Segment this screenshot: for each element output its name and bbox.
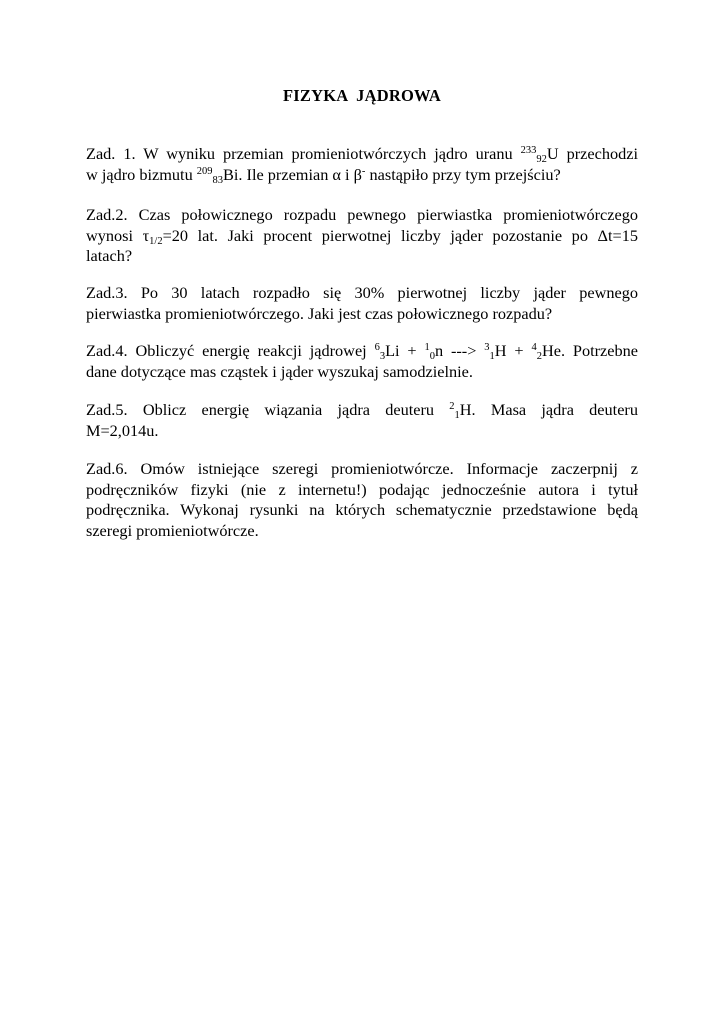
task-1-text-b: U przechodzi — [546, 144, 638, 163]
task-2-line-2 — [86, 226, 638, 247]
task-3-line-2: pierwiastka promieniotwórczego. Jaki jest czas połowicznego rozpadu? — [86, 303, 553, 323]
task-4-line-2: dane dotyczące mas cząstek i jąder wyszukaj samodzielnie. — [86, 361, 473, 381]
task-5-text-b: H. Masa jądra deuteru — [459, 400, 638, 419]
task-6-line-2: podręczników fizyki (nie z internetu!) podając jednocześnie autora i tytuł — [86, 479, 638, 499]
task-6-line-1: Zad.6. Omów istniejące szeregi promieniotwórcze. Informacje zaczerpnij z — [86, 459, 638, 478]
uranium-atomic-number: 92 — [536, 154, 547, 165]
task-4-line-1 — [86, 341, 638, 362]
lithium-atomic-number: 3 — [379, 351, 386, 362]
lithium-mass-number: 6 — [374, 342, 380, 353]
page-title: FIZYKA JĄDROWA — [283, 86, 441, 105]
task-1-text-d: Bi. Ile przemian α i β — [223, 164, 362, 184]
task-4-text-a: Zad.4. Obliczyć energię reakcji jądrowej — [86, 341, 375, 360]
task-2-line-3: latach? — [86, 246, 133, 265]
task-1-text-a: Zad. 1. W wyniku przemian promieniotwórczych jądro uranu — [86, 144, 521, 163]
task-5-text-a: Zad.5. Oblicz energię wiązania jądra deuteru — [86, 400, 450, 419]
task-2 — [86, 205, 638, 267]
task-5-line-1 — [86, 400, 638, 421]
task-3-line-1: Zad.3. Po 30 latach rozpadło się 30% pierwotnej liczby jąder pewnego — [86, 283, 638, 302]
task-1-text-c: w jądro bizmutu — [86, 164, 197, 184]
task-2-text-a: wynosi τ — [86, 225, 150, 245]
beta-minus-sign: - — [361, 165, 366, 177]
neutron-charge-number: 0 — [429, 351, 435, 362]
lithium-symbol: Li + — [385, 341, 425, 360]
task-6-line-4: szeregi promieniotwórcze. — [86, 520, 259, 540]
task-5 — [86, 400, 638, 441]
helium-atomic-number: 2 — [536, 351, 542, 362]
task-4 — [86, 341, 638, 382]
deuteron-atomic-number: 1 — [454, 410, 460, 421]
neutron-symbol-arrow: n ---> — [434, 341, 485, 360]
deuteron-mass-number: 2 — [449, 401, 455, 412]
tritium-atomic-number: 1 — [489, 351, 495, 362]
helium-mass-number: 4 — [531, 342, 537, 353]
task-1 — [86, 144, 638, 185]
task-2-text-b: =20 lat. Jaki procent pierwotnej liczby jąder pozostanie po Δt=15 — [162, 225, 638, 245]
bismuth-atomic-number: 83 — [212, 174, 224, 186]
neutron-mass-number: 1 — [424, 342, 430, 353]
half-life-subscript: 1/2 — [149, 235, 163, 247]
task-3 — [86, 283, 638, 324]
task-1-text-e: nastąpiło przy tym przejściu? — [365, 164, 561, 184]
task-2-line-1: Zad.2. Czas połowicznego rozpadu pewnego pierwiastka promieniotwórczego — [86, 205, 638, 224]
task-1-line-1 — [86, 144, 638, 165]
task-1-line-2 — [86, 165, 638, 186]
tritium-symbol: H + — [494, 341, 532, 360]
helium-symbol: He. Potrzebne — [541, 341, 638, 360]
task-6 — [86, 459, 638, 541]
uranium-mass-number: 233 — [520, 145, 537, 156]
task-6-line-3: podręcznika. Wykonaj rysunki na których schematycznie przedstawione będą — [86, 500, 638, 519]
bismuth-mass-number: 209 — [196, 165, 213, 177]
task-5-line-2: M=2,014u. — [86, 420, 159, 440]
tritium-mass-number: 3 — [484, 342, 490, 353]
